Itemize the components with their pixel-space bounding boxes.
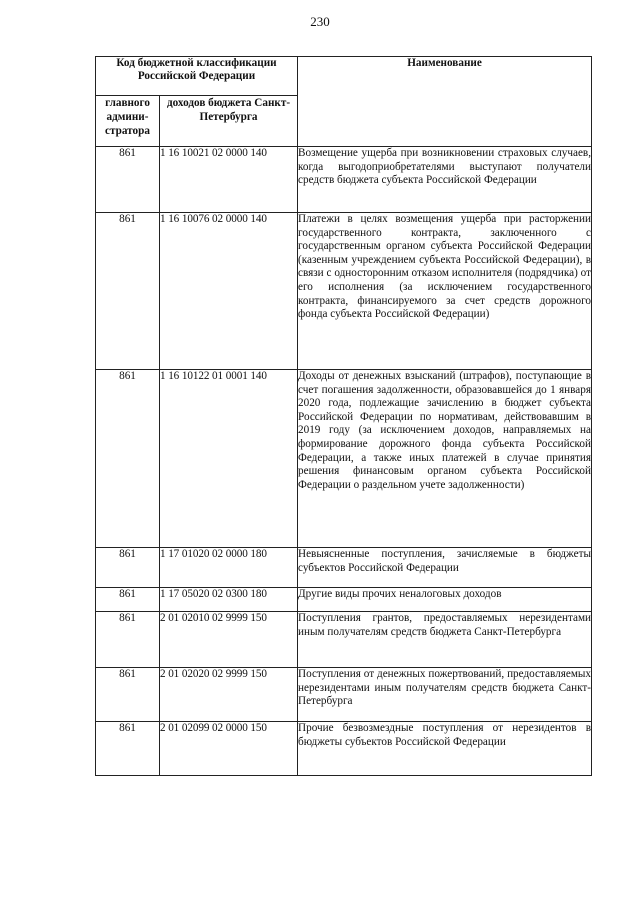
name-cell: Невыясненные поступления, зачисляемые в бюджеты субъектов Российской Федерации bbox=[298, 548, 592, 588]
header-name: Наименование bbox=[298, 57, 592, 147]
income-code-cell: 2 01 02099 02 0000 150 bbox=[160, 722, 298, 776]
header-income-spb: доходов бюджета Санкт-Петербурга bbox=[160, 96, 298, 147]
budget-classification-table bbox=[95, 56, 592, 776]
admin-code-cell: 861 bbox=[96, 588, 160, 612]
table-row bbox=[96, 588, 592, 612]
table-row bbox=[96, 213, 592, 370]
table-row bbox=[96, 548, 592, 588]
name-cell: Прочие безвозмездные поступления от нерезидентов в бюджеты субъектов Российской Федерации bbox=[298, 722, 592, 776]
admin-code-cell: 861 bbox=[96, 147, 160, 213]
header-chief-administrator: главного админи-стратора bbox=[96, 96, 160, 147]
name-cell: Поступления от денежных пожертвований, предоставляемых нерезидентами иным получателям средств бюджета Санкт-Петербурга bbox=[298, 668, 592, 722]
income-code-cell: 2 01 02020 02 9999 150 bbox=[160, 668, 298, 722]
admin-code-cell: 861 bbox=[96, 370, 160, 548]
table-row bbox=[96, 722, 592, 776]
admin-code-cell: 861 bbox=[96, 548, 160, 588]
name-cell: Другие виды прочих неналоговых доходов bbox=[298, 588, 592, 612]
income-code-cell: 1 16 10076 02 0000 140 bbox=[160, 213, 298, 370]
income-code-cell: 1 17 01020 02 0000 180 bbox=[160, 548, 298, 588]
income-code-cell: 1 17 05020 02 0300 180 bbox=[160, 588, 298, 612]
income-code-cell: 2 01 02010 02 9999 150 bbox=[160, 612, 298, 668]
header-budget-classification-code: Код бюджетной классификации Российской Федерации bbox=[96, 57, 298, 96]
table-row bbox=[96, 370, 592, 548]
table-row bbox=[96, 612, 592, 668]
header-row-group bbox=[96, 57, 592, 96]
income-code-cell: 1 16 10122 01 0001 140 bbox=[160, 370, 298, 548]
table-row bbox=[96, 147, 592, 213]
admin-code-cell: 861 bbox=[96, 213, 160, 370]
table-row bbox=[96, 668, 592, 722]
admin-code-cell: 861 bbox=[96, 612, 160, 668]
income-code-cell: 1 16 10021 02 0000 140 bbox=[160, 147, 298, 213]
name-cell: Доходы от денежных взысканий (штрафов), поступающие в счет погашения задолженности, образовавшейся до 1 января 2020 года, подлежащие зачислению в бюджет субъекта Российской Федерации по нормативам, действовавшим в 2019 году (за исключением доходов, направляемых на формирование дорожного фонда субъекта Российской Федерации, а также иных платежей в случае принятия решения финансовым органом субъекта Российской Федерации о раздельном учете задолженности) bbox=[298, 370, 592, 548]
admin-code-cell: 861 bbox=[96, 722, 160, 776]
page-number: 230 bbox=[310, 14, 330, 29]
name-cell: Платежи в целях возмещения ущерба при расторжении государственного контракта, заключенного с государственным органом субъекта Российской Федерации (казенным учреждением субъекта Российской Федерации), в связи с односторонним отказом исполнителя (подрядчика) от его исполнения (за исключением государственного контракта, финансируемого за счет средств дорожного фонда субъекта Российской Федерации) bbox=[298, 213, 592, 370]
admin-code-cell: 861 bbox=[96, 668, 160, 722]
name-cell: Возмещение ущерба при возникновении страховых случаев, когда выгодоприобретателями выступают получатели средств бюджета субъекта Российской Федерации bbox=[298, 147, 592, 213]
name-cell: Поступления грантов, предоставляемых нерезидентами иным получателям средств бюджета Санкт-Петербурга bbox=[298, 612, 592, 668]
